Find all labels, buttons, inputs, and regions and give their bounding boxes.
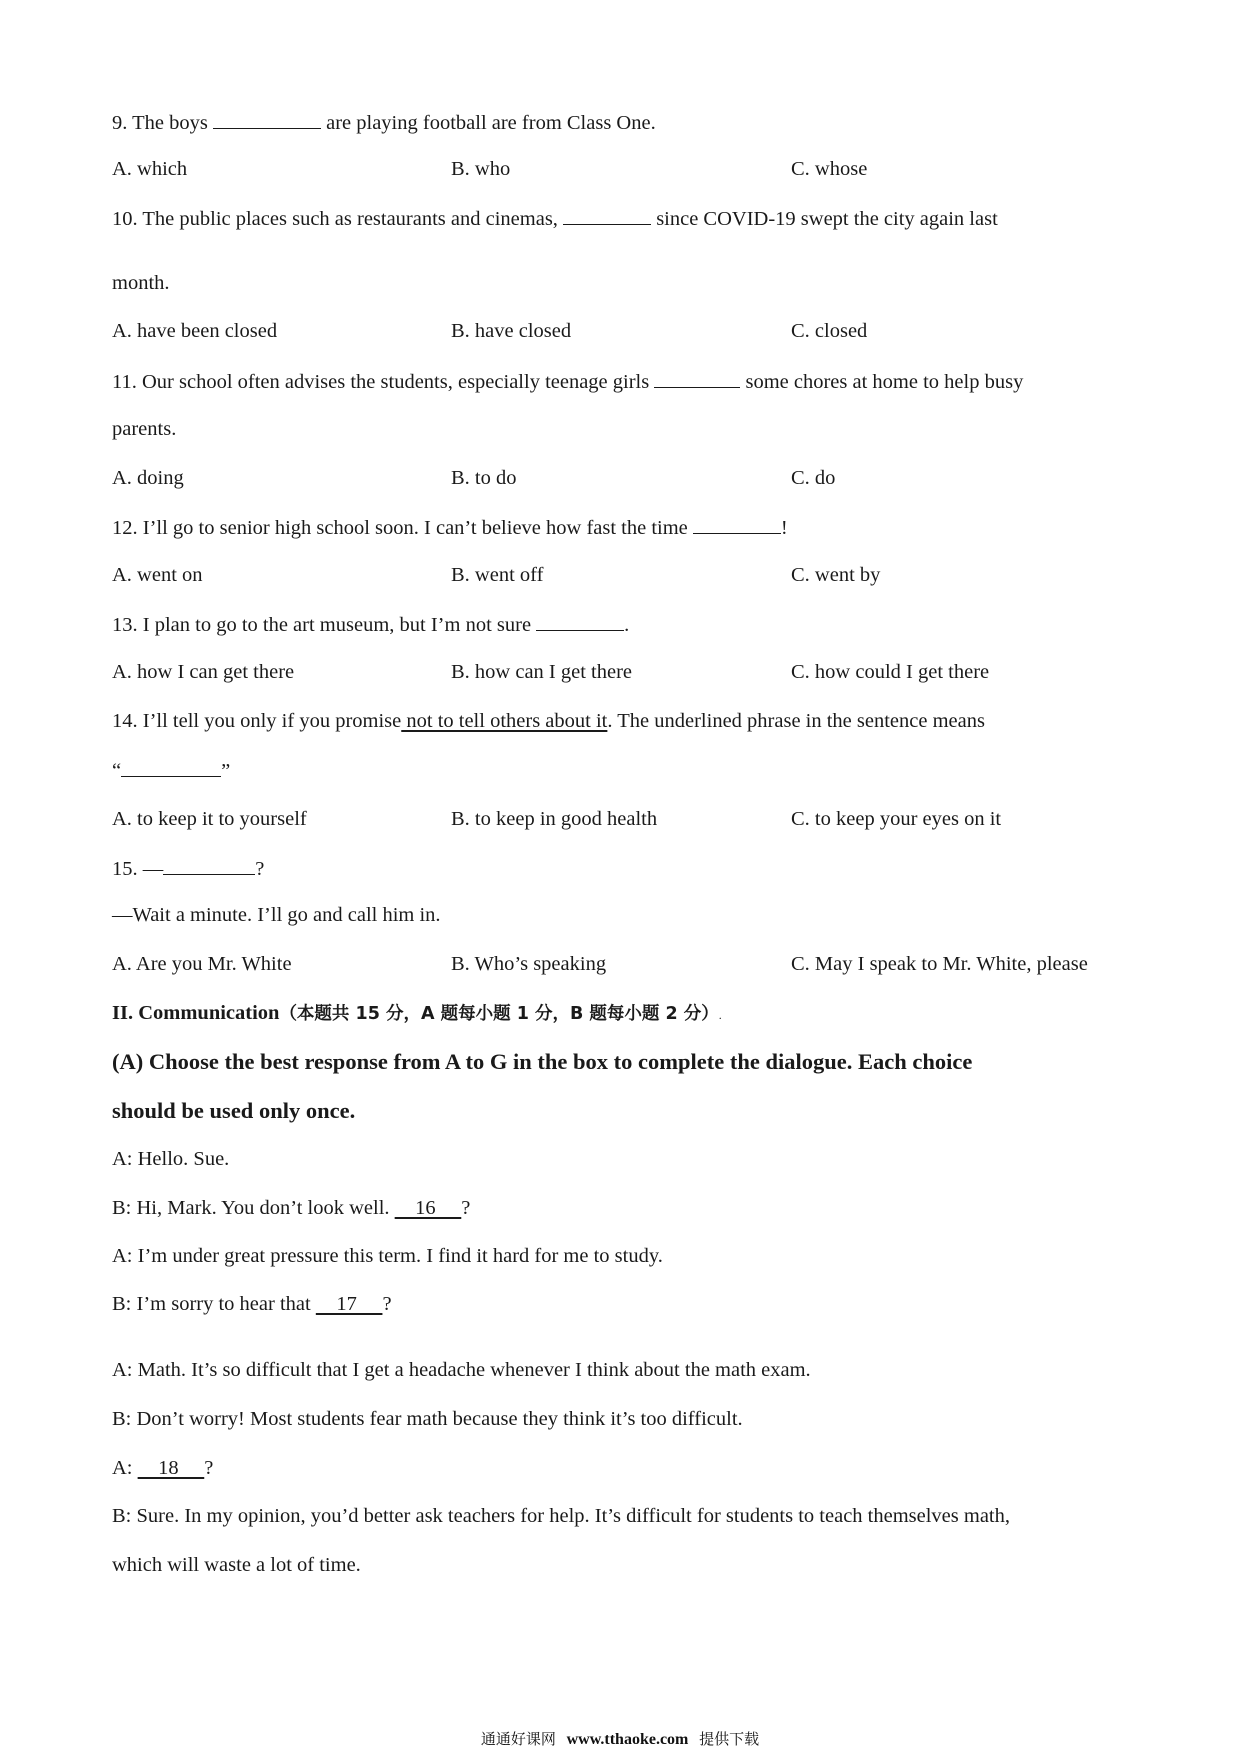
section-heading	[112, 1000, 722, 1028]
dialogue-text-after: ?	[382, 1293, 392, 1315]
dialogue-text: B: Hi, Mark. You don’t look well.	[112, 1197, 390, 1219]
dialogue-line	[112, 1455, 213, 1481]
question-15-text-after: ?	[255, 858, 265, 880]
question-13-text-after: .	[624, 614, 630, 636]
part-a-instruction-cont: should be used only once.	[112, 1098, 356, 1123]
option-c: C. went by	[791, 564, 881, 586]
option-c: C. closed	[791, 320, 868, 342]
question-13-text: 13. I plan to go to the art museum, but I’m not sure	[112, 614, 532, 636]
option-b: B. went off	[451, 564, 544, 586]
dialogue-text: B: I’m sorry to hear that	[112, 1293, 311, 1315]
question-10	[112, 204, 998, 232]
option-b: B. how can I get there	[451, 661, 633, 683]
answer-blank	[121, 756, 221, 777]
option-a: A. went on	[112, 564, 203, 586]
answer-blank	[163, 854, 255, 875]
dialogue-line	[112, 1291, 392, 1317]
footer-download-text: 提供下载	[699, 1730, 760, 1748]
option-b: B. to do	[451, 467, 517, 489]
answer-blank	[536, 610, 624, 631]
option-b: B. have closed	[451, 320, 572, 342]
dialogue-line: A: Hello. Sue.	[112, 1148, 230, 1170]
option-a: A. which	[112, 158, 188, 180]
question-12-text: 12. I’ll go to senior high school soon. I can’t believe how fast the time	[112, 517, 688, 539]
numbered-blank-16: 16	[394, 1197, 462, 1219]
answer-blank	[693, 513, 781, 534]
dialogue-line	[112, 1195, 470, 1221]
page-footer	[0, 1728, 1240, 1749]
dialogue-text-after: ?	[461, 1197, 471, 1219]
dialogue-text: A:	[112, 1457, 133, 1479]
dialogue-line: A: I’m under great pressure this term. I find it hard for me to study.	[112, 1245, 663, 1267]
question-9	[112, 108, 656, 136]
dialogue-text-after: ?	[204, 1457, 214, 1479]
close-quote: ”	[221, 760, 231, 782]
question-11-text-after: some chores at home to help busy	[745, 371, 1024, 393]
question-15-text: 15. —	[112, 858, 164, 880]
dialogue-line: B: Don’t worry! Most students fear math because they think it’s too difficult.	[112, 1408, 743, 1430]
question-15-reply: —Wait a minute. I’ll go and call him in.	[112, 904, 441, 926]
option-a: A. have been closed	[112, 320, 278, 342]
option-a: A. how I can get there	[112, 661, 295, 683]
question-14-quote	[112, 756, 230, 784]
option-c: C. do	[791, 467, 836, 489]
question-9-text-after: are playing football are from Class One.	[326, 112, 656, 134]
part-a-instruction: (A) Choose the best response from A to G in the box to complete the dialogue. Each choice	[112, 1049, 973, 1074]
answer-blank	[213, 108, 321, 129]
question-10-continuation: month.	[112, 272, 170, 294]
dialogue-line: A: Math. It’s so difficult that I get a headache whenever I think about the math exam.	[112, 1359, 811, 1381]
question-10-text: 10. The public places such as restaurants and cinemas,	[112, 208, 558, 230]
footer-site-name: 通通好课网	[480, 1730, 556, 1748]
option-a: A. doing	[112, 467, 184, 489]
option-c: C. to keep your eyes on it	[791, 808, 1002, 830]
question-11	[112, 367, 1023, 395]
answer-blank	[563, 204, 651, 225]
option-c: C. whose	[791, 158, 868, 180]
question-15	[112, 854, 264, 882]
dialogue-line: which will waste a lot of time.	[112, 1554, 361, 1576]
question-9-text: 9. The boys	[112, 112, 208, 134]
option-a: A. Are you Mr. White	[112, 953, 292, 975]
section-title: II. Communication	[112, 1002, 280, 1024]
option-b: B. who	[451, 158, 511, 180]
dialogue-line: B: Sure. In my opinion, you’d better ask teachers for help. It’s difficult for students to teach themselves math,	[112, 1505, 1010, 1527]
question-11-continuation: parents.	[112, 418, 177, 440]
section-dot: .	[718, 1008, 722, 1022]
numbered-blank-18: 18	[137, 1457, 205, 1479]
question-12	[112, 513, 788, 541]
option-c: C. how could I get there	[791, 661, 990, 683]
option-a: A. to keep it to yourself	[112, 808, 307, 830]
numbered-blank-17: 17	[315, 1293, 383, 1315]
section-score-note: （本题共 15 分，A 题每小题 1 分，B 题每小题 2 分）	[279, 1004, 719, 1024]
option-b: B. to keep in good health	[451, 808, 658, 830]
open-quote: “	[112, 760, 122, 782]
question-10-text-after: since COVID-19 swept the city again last	[656, 208, 998, 230]
answer-blank	[654, 367, 740, 388]
underlined-phrase: not to tell others about it	[401, 710, 608, 732]
question-14-text: 14. I’ll tell you only if you promise	[112, 710, 402, 732]
footer-url[interactable]: www.tthaoke.com	[566, 1731, 689, 1748]
question-14-text-after: . The underlined phrase in the sentence means	[607, 710, 985, 732]
question-13	[112, 610, 629, 638]
question-11-text: 11. Our school often advises the students, especially teenage girls	[112, 371, 650, 393]
option-b: B. Who’s speaking	[451, 953, 607, 975]
option-c: C. May I speak to Mr. White, please	[791, 953, 1088, 975]
question-14	[112, 708, 985, 734]
question-12-text-after: !	[780, 517, 788, 539]
